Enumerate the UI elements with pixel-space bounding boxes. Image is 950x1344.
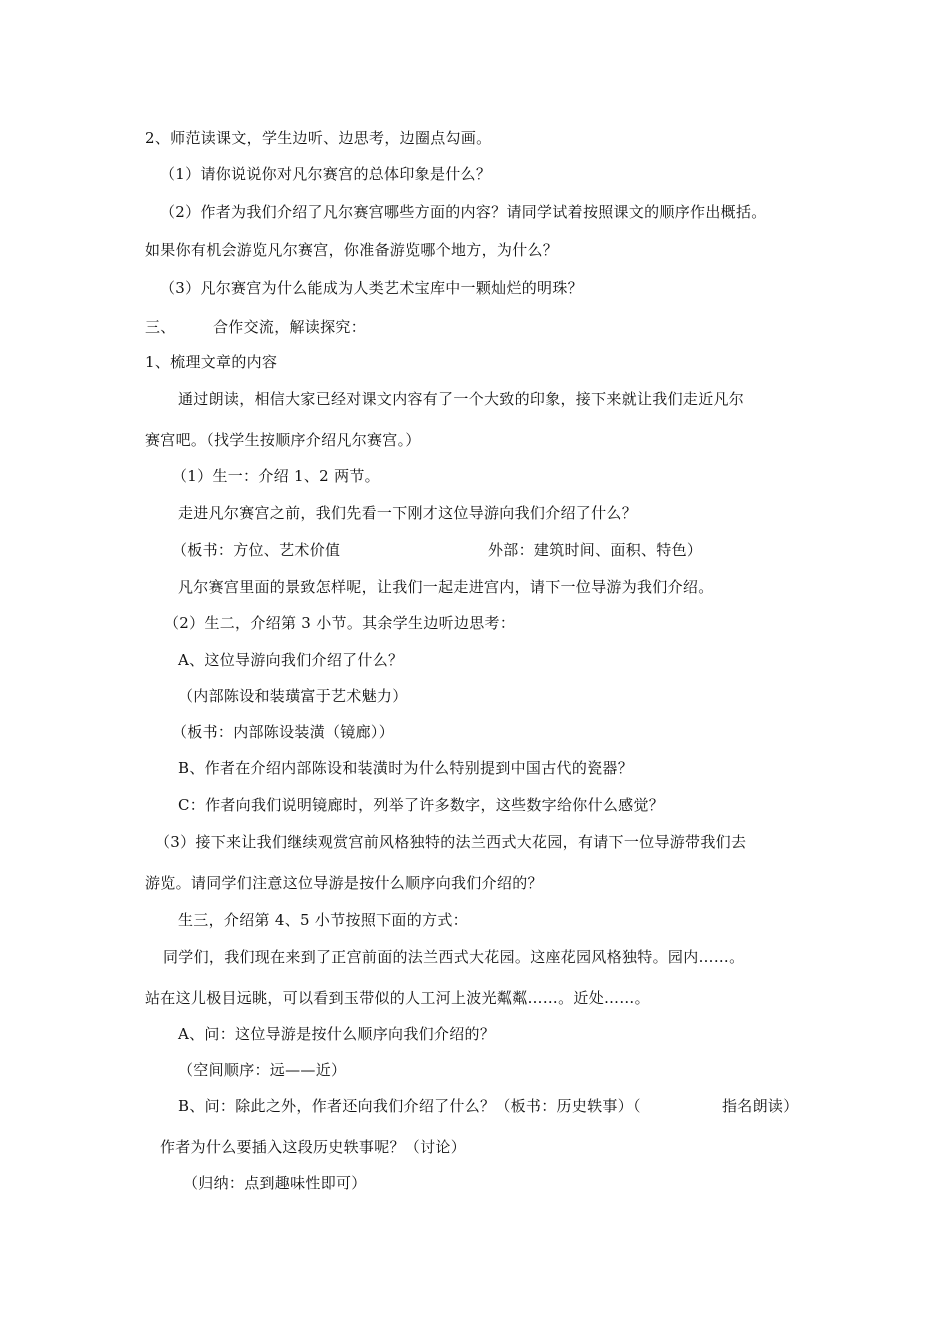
section-heading: 合作交流，解读探究：: [213, 318, 367, 336]
text-line: （2）作者为我们介绍了凡尔赛宫哪些方面的内容？请同学试着按照课文的顺序作出概括。: [160, 203, 767, 221]
text-line: 通过朗读，相信大家已经对课文内容有了一个大致的印象，接下来就让我们走近凡尔: [178, 390, 745, 408]
text-line: （2）生二，介绍第 3 小节。其余学生边听边思考：: [164, 614, 516, 632]
text-line: C：作者向我们说明镜廊时，列举了许多数字，这些数字给你什么感觉？: [178, 796, 665, 814]
text-line: 走进凡尔赛宫之前，我们先看一下刚才这位导游向我们介绍了什么？: [178, 504, 638, 522]
text-line: （空间顺序：远——近）: [178, 1061, 347, 1079]
text-line: 2、师范读课文，学生边听、边思考，边圈点勾画。: [145, 129, 492, 147]
text-line: 游览。请同学们注意这位导游是按什么顺序向我们介绍的？: [145, 874, 543, 892]
text-line: （1）生一：介绍 1、2 两节。: [172, 467, 380, 485]
text-line: 如果你有机会游览凡尔赛宫，你准备游览哪个地方，为什么？: [145, 241, 559, 259]
text-line: （归纳：点到趣味性即可）: [183, 1174, 367, 1192]
text-line: 外部：建筑时间、面积、特色）: [488, 541, 703, 559]
text-line: （板书：内部陈设装潢（镜廊））: [172, 723, 395, 741]
text-line: 站在这儿极目远眺，可以看到玉带似的人工河上波光粼粼……。近处……。: [145, 989, 650, 1007]
text-line: 凡尔赛宫里面的景致怎样呢，让我们一起走进宫内，请下一位导游为我们介绍。: [178, 578, 714, 596]
text-line: 生三，介绍第 4、5 小节按照下面的方式：: [178, 911, 468, 929]
text-line: （3）接下来让我们继续观赏宫前风格独特的法兰西式大花园，有请下一位导游带我们去: [155, 833, 747, 851]
text-line: （1）请你说说你对凡尔赛宫的总体印象是什么？: [160, 165, 492, 183]
text-line: B、问：除此之外，作者还向我们介绍了什么？（板书：历史轶事）（: [178, 1097, 641, 1115]
text-line: 指名朗读）: [722, 1097, 799, 1115]
text-line: 赛宫吧。（找学生按顺序介绍凡尔赛宫。）: [145, 431, 421, 449]
text-line: （3）凡尔赛宫为什么能成为人类艺术宝库中一颗灿烂的明珠？: [160, 279, 583, 297]
text-line: 作者为什么要插入这段历史轶事呢？（讨论）: [160, 1138, 467, 1156]
text-line: A、这位导游向我们介绍了什么？: [178, 651, 404, 669]
text-line: 1、梳理文章的内容: [145, 353, 278, 371]
text-line: （内部陈设和装璜富于艺术魅力）: [178, 687, 408, 705]
text-line: 同学们，我们现在来到了正宫前面的法兰西式大花园。这座花园风格独特。园内……。: [163, 948, 745, 966]
section-number: 三、: [145, 318, 176, 336]
text-line: B、作者在介绍内部陈设和装潢时为什么特别提到中国古代的瓷器？: [178, 759, 634, 777]
text-line: A、问：这位导游是按什么顺序向我们介绍的？: [178, 1025, 496, 1043]
text-line: （板书：方位、艺术价值: [172, 541, 341, 559]
